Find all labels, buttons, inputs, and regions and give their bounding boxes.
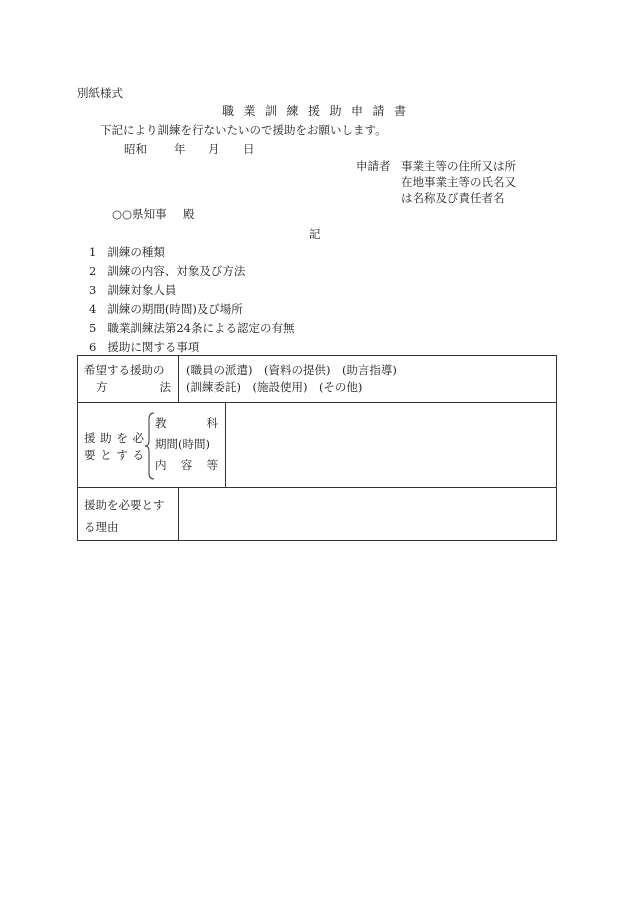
honorific: 殿 [183,207,195,221]
date-day: 日 [243,142,255,156]
method-label-line1: 希望する援助の [84,363,165,377]
reason-label-cell [78,488,179,541]
list-item [89,245,165,259]
item-number: 5 [89,321,97,335]
needed-content-label-cell [78,403,226,488]
needed-label [84,430,144,464]
applicant-desc-3: は名称及び責任者名 [401,191,505,205]
item-number: 6 [89,340,97,354]
needed-label-line2: 要 と す る [84,448,144,462]
item-text: 訓練対象人員 [107,283,177,297]
reason-value-cell[interactable] [179,488,557,541]
reason-label-line2: る理由 [84,520,119,534]
item-text: 訓練の期間(時間)及び場所 [107,302,243,316]
table-row [78,403,557,488]
applicant-desc-1: 事業主等の住所又は所 [401,159,516,173]
addressee: ○○県知事 [112,207,167,221]
method-options-line2: (訓練委託) (施設使用) (その他) [186,380,363,394]
method-label-line2: 方 法 [96,380,171,394]
method-label-cell [78,356,179,403]
item-text: 訓練の内容、対象及び方法 [107,264,246,278]
item-number: 3 [89,283,97,297]
item-text: 訓練の種類 [107,245,165,259]
applicant-label: 申請者 [356,159,391,173]
list-item [89,302,243,316]
reason-label-line1: 援助を必要とす [84,498,165,512]
item-number: 2 [89,264,97,278]
item-text: 援助に関する事項 [107,340,200,354]
sub-label-content: 内 容 等 [155,458,218,472]
item-number: 4 [89,302,97,316]
list-item [89,321,294,335]
date-year: 年 [174,142,186,156]
list-item [89,264,245,278]
date-month: 月 [208,142,220,156]
intro-text: 下記により訓練を行ないたいので援助をお願いします。 [100,123,387,137]
table-row [78,488,557,541]
form-label: 別紙様式 [77,86,123,100]
form-title: 職業訓練援助申請書 [222,104,416,118]
notes-heading: 記 [309,227,321,241]
table-row [78,356,557,403]
list-item [89,283,176,297]
needed-sub-labels [155,413,218,476]
list-item [89,340,199,354]
item-number: 1 [89,245,97,259]
sub-label-period: 期間(時間) [155,437,210,451]
assistance-table [77,355,557,541]
sub-label-subjects: 教 科 [155,416,218,430]
method-options-cell [179,356,557,403]
needed-content-value-cell[interactable] [226,403,557,488]
item-text: 職業訓練法第24条による認定の有無 [107,321,295,335]
needed-label-line1: 援 助 を 必 [84,431,144,445]
method-options-line1: (職員の派遣) (資料の提供) (助言指導) [186,363,397,377]
applicant-desc-2: 在地事業主等の氏名又 [401,175,516,189]
date-era: 昭和 [124,142,147,156]
